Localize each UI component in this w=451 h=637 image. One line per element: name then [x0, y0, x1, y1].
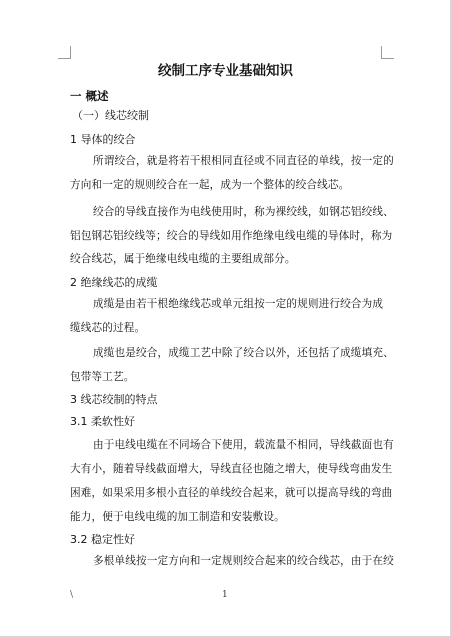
- paragraph-line: 缆线芯的过程。: [70, 322, 146, 334]
- document-title: 绞制工序专业基础知识: [158, 63, 293, 79]
- paragraph-line: 绞合的导线直接作为电线使用时，称为裸绞线，如钢芯铝绞线、: [93, 206, 394, 218]
- paragraph-line: 大有小，随着导线截面增大，导线直径也随之增大，使导线弯曲发生: [70, 463, 393, 475]
- heading-conductor-stranding: 1 导体的绞合: [70, 133, 136, 146]
- footer-mark: \: [70, 590, 74, 600]
- heading-stranding-features: 3 线芯绞制的特点: [70, 393, 158, 406]
- paragraph-line: 困难，如果采用多根小直径的单线绞合起来，就可以提高导线的弯曲: [70, 487, 393, 499]
- heading-flexibility: 3.1 柔软性好: [70, 415, 135, 428]
- paragraph-line: 成缆也是绞合，成缆工艺中除了绞合以外，还包括了成缆填充、: [93, 347, 394, 359]
- paragraph-line: 包带等工艺。: [70, 371, 135, 383]
- paragraph-line: 能力，便于电线电缆的加工制造和安装敷设。: [70, 511, 285, 523]
- paragraph-line: 方向和一定的规则绞合在一起，成为一个整体的绞合线芯。: [70, 179, 350, 191]
- paragraph-line: 由于电线电缆在不同场合下使用，载流量不相同，导线截面也有: [93, 439, 394, 451]
- heading-stability: 3.2 稳定性好: [70, 533, 135, 546]
- heading-cabling: 2 绝缘线芯的成缆: [70, 276, 158, 289]
- paragraph-line: 所谓绞合，就是将若干根相同直径或不同直径的单线，按一定的: [93, 155, 394, 167]
- paragraph-line: 多根单线按一定方向和一定规则绞合起来的绞合线芯，由于在绞: [93, 555, 394, 567]
- subsection-heading-core-stranding: （一）线芯绞制: [72, 109, 149, 122]
- page-number: 1: [222, 590, 228, 600]
- paragraph-line: 成缆是由若干根绝缘线芯或单元组按一定的规则进行绞合为成: [93, 298, 384, 310]
- crop-mark-top-right: [381, 46, 394, 59]
- crop-mark-top-left: [58, 46, 71, 59]
- section-heading-overview: 一 概述: [70, 89, 109, 103]
- paragraph-line: 绞合线芯，属于绝缘电线电缆的主要组成部分。: [70, 253, 296, 265]
- paragraph-line: 铝包钢芯铝绞线等；绞合的导线如用作绝缘电线电缆的导体时，称为: [70, 230, 393, 242]
